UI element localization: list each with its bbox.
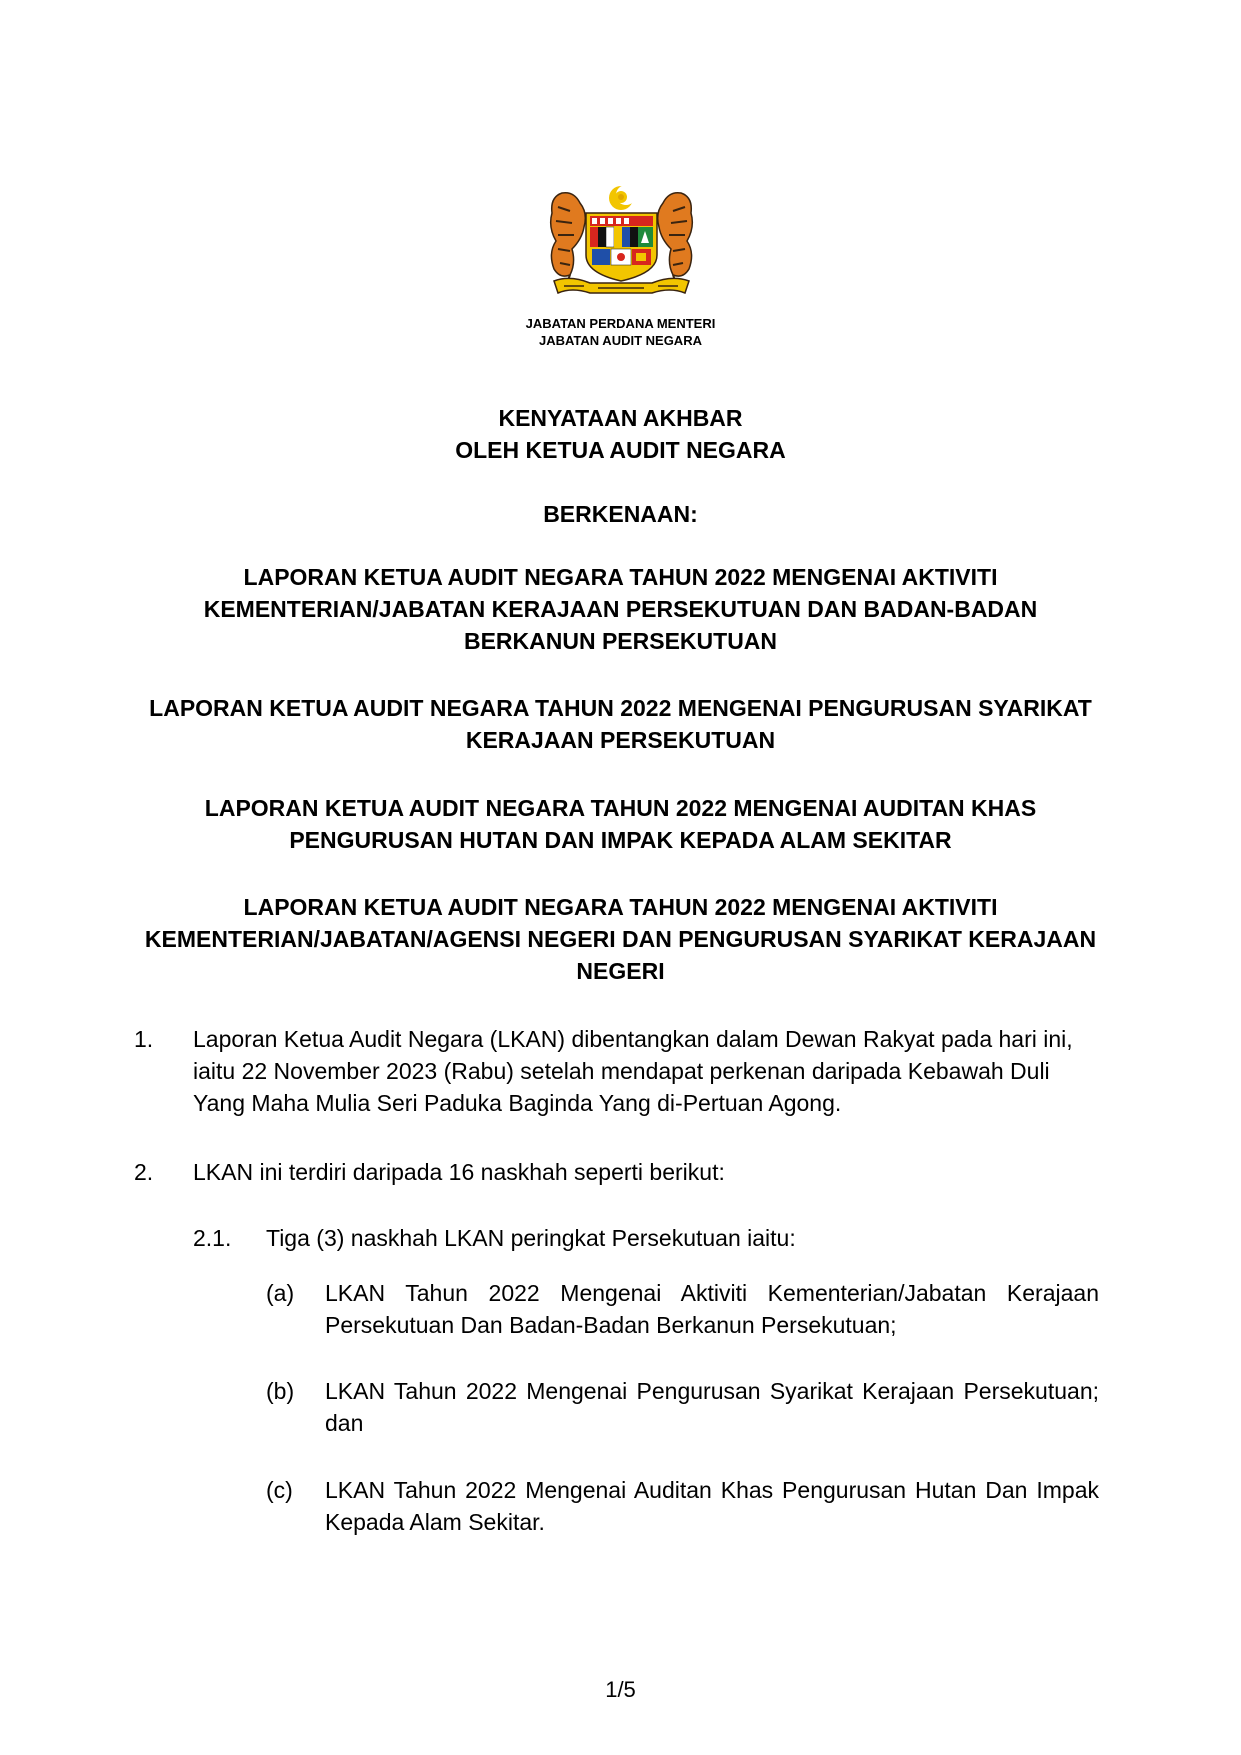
list-item-text: LKAN Tahun 2022 Mengenai Aktiviti Kementerian/Jabatan Kerajaan Persekutuan Dan Badan-Badan Berkanun Persekutuan; (325, 1280, 1099, 1338)
report-title-4: LAPORAN KETUA AUDIT NEGARA TAHUN 2022 MENGENAI AKTIVITI KEMENTERIAN/JABATAN/AGENSI NEGERI DAN PENGURUSAN SYARIKAT KERAJAAN NEGERI (144, 894, 1097, 984)
paragraph-number: 2. (134, 1159, 154, 1185)
crescent-star-icon (609, 185, 636, 210)
list-item-label: (c) (266, 1477, 293, 1503)
press-release-title: KENYATAAN AKHBAR (498, 405, 743, 431)
report-title-2: LAPORAN KETUA AUDIT NEGARA TAHUN 2022 MENGENAI PENGURUSAN SYARIKAT KERAJAAN PERSEKUTUAN (149, 695, 1092, 753)
subject-label: BERKENAAN: (543, 501, 698, 527)
list-item-text: LKAN Tahun 2022 Mengenai Pengurusan Syarikat Kerajaan Persekutuan; dan (325, 1378, 1099, 1436)
agency-name-primary: JABATAN PERDANA MENTERI (525, 316, 716, 331)
shield-icon (586, 213, 657, 281)
subsection-number: 2.1. (193, 1225, 232, 1251)
list-item-label: (b) (266, 1378, 295, 1404)
report-title-3: LAPORAN KETUA AUDIT NEGARA TAHUN 2022 MENGENAI AUDITAN KHAS PENGURUSAN HUTAN DAN IMPAK KEPADA ALAM SEKITAR (204, 795, 1037, 853)
subsection-text: Tiga (3) naskhah LKAN peringkat Persekutuan iaitu: (266, 1225, 796, 1251)
report-title-1: LAPORAN KETUA AUDIT NEGARA TAHUN 2022 MENGENAI AKTIVITI KEMENTERIAN/JABATAN KERAJAAN PERSEKUTUAN DAN BADAN-BADAN BERKANUN PERSEKUTUAN (203, 564, 1038, 654)
paragraph-text: LKAN ini terdiri daripada 16 naskhah seperti berikut: (193, 1159, 725, 1185)
list-item-label: (a) (266, 1280, 295, 1306)
right-tiger-icon (658, 193, 693, 287)
malaysia-coat-of-arms-icon (540, 183, 703, 305)
paragraph-text: Laporan Ketua Audit Negara (LKAN) dibentangkan dalam Dewan Rakyat pada hari ini, iaitu 22 November 2023 (Rabu) setelah mendapat perkenan daripada Kebawah Duli Yang Maha Mulia Seri Paduka Baginda Yang di-Pertuan Agong. (193, 1026, 1073, 1116)
press-release-byline: OLEH KETUA AUDIT NEGARA (455, 437, 786, 463)
page-number: 1/5 (605, 1677, 636, 1702)
list-item-text: LKAN Tahun 2022 Mengenai Auditan Khas Pengurusan Hutan Dan Impak Kepada Alam Sekitar. (325, 1477, 1099, 1535)
left-tiger-icon (551, 193, 586, 287)
paragraph-number: 1. (134, 1026, 154, 1052)
agency-name-secondary: JABATAN AUDIT NEGARA (539, 333, 702, 348)
